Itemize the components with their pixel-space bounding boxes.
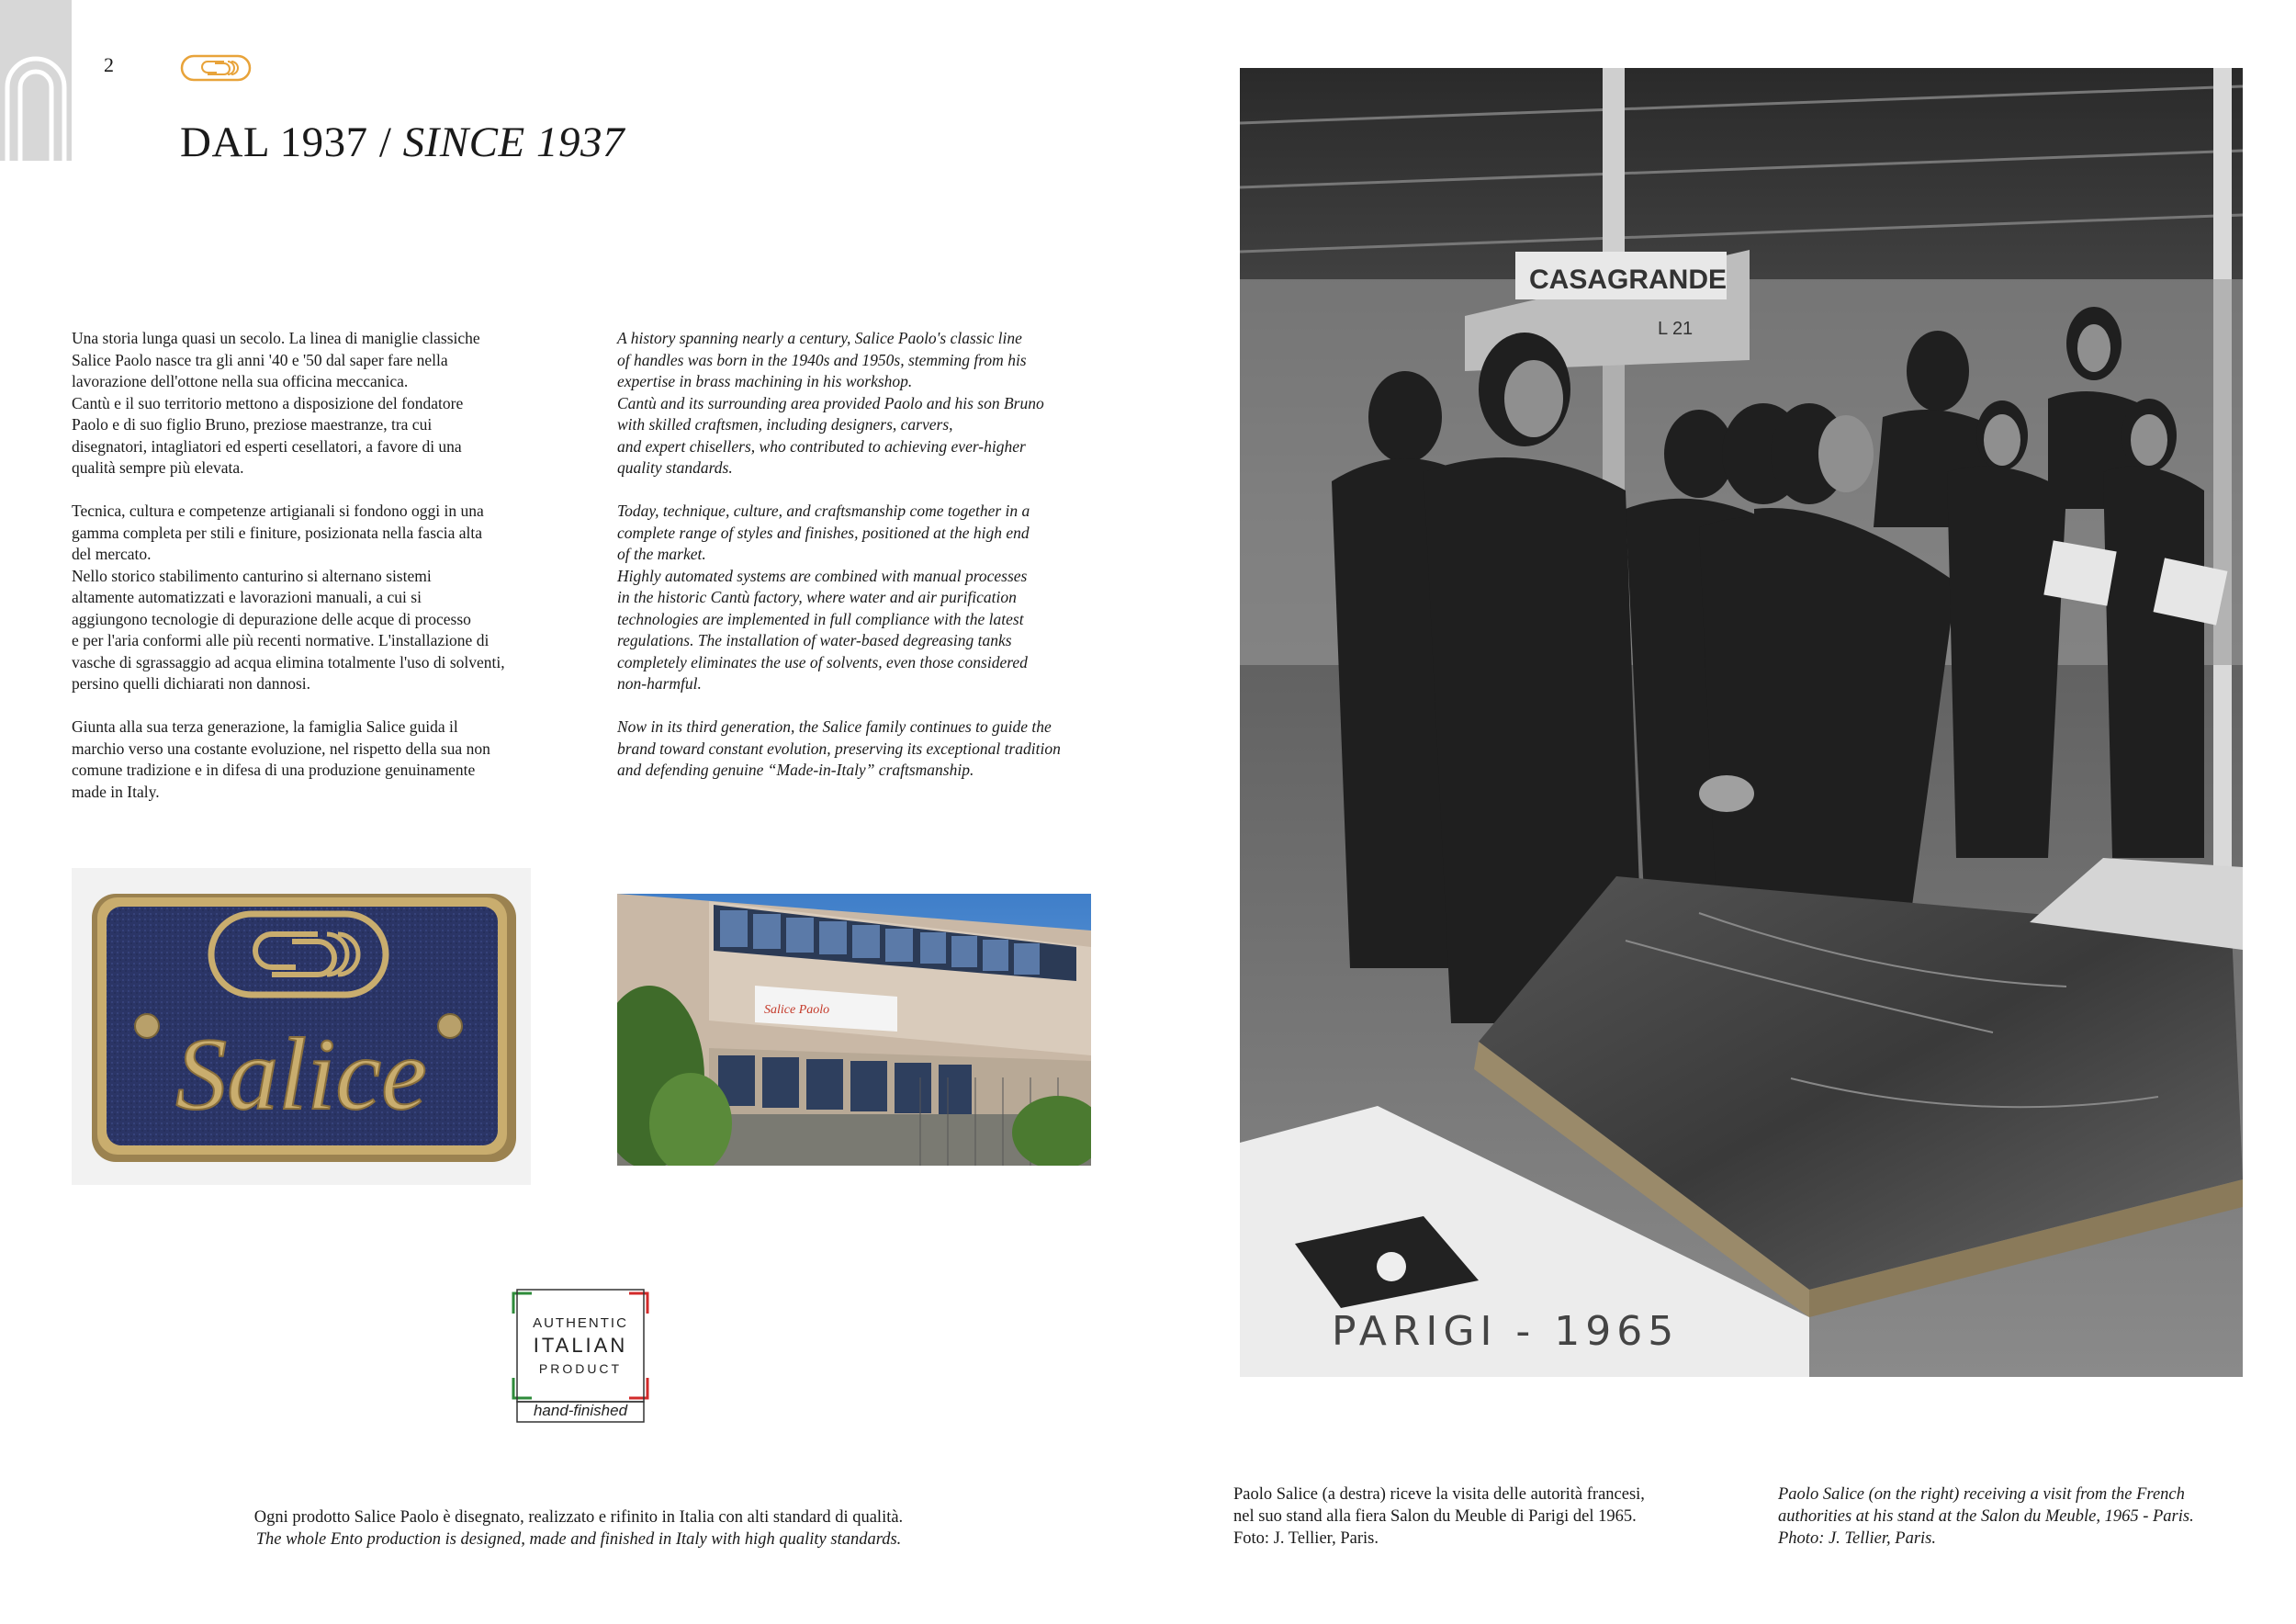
photo-caption-english: Paolo Salice (on the right) receiving a visit from the French authorities at his stand at the Salon du Meuble, 1965 - Paris. Photo: J. Tellier, Paris.: [1778, 1485, 2194, 1548]
building-sign-text: Salice Paolo: [764, 1003, 830, 1017]
intro-italian: [72, 328, 568, 825]
intro-it-paragraph: Una storia lunga quasi un secolo. La linea di maniglie classiche Salice Paolo nasce tra gli anni '40 e '50 dal saper fare nella lavorazione dell'ottone nella sua officina meccanica. Cantù e il suo territorio mettono a disposizione del fondatore Paolo e di suo figlio Bruno, preziose maestranze, tra cui disegnatori, intagliatori ed esperti cesellatori, a favore di una qualità sempre più elevata.: [72, 329, 480, 477]
stand-number-text: L 21: [1658, 319, 1694, 339]
intro-en-paragraph: A history spanning nearly a century, Salice Paolo's classic line of handles was born in the 1940s and 1950s, stemming from his expertise in brass machining in his workshop. Cantù and its surrounding area provided Paolo and his son Bruno with skilled craftsmen, including designers, carvers, and expert chisellers, who contributed to achieving ever-higher quality standards.: [617, 329, 1044, 477]
title-english: SINCE 1937: [402, 118, 625, 166]
paris-1965-photo: [1240, 68, 2243, 1377]
badge-italian: ITALIAN: [533, 1334, 628, 1357]
page-number: 2: [104, 53, 114, 76]
quality-caption: [165, 1506, 992, 1551]
plaque-text: Salice: [175, 1018, 427, 1132]
salice-plaque-image: [72, 868, 531, 1185]
corner-ornament: [0, 0, 72, 161]
intro-en-paragraph: Now in its third generation, the Salice family continues to guide the brand toward constant evolution, preserving its exceptional tradition and defending genuine “Made-in-Italy” craftsmanship.: [617, 717, 1061, 779]
arch-icon: [0, 0, 72, 161]
badge-product: PRODUCT: [538, 1361, 623, 1376]
salice-logo-icon: [180, 53, 252, 87]
quality-caption-english: The whole Ento production is designed, made and finished in Italy with high quality standards.: [255, 1530, 902, 1549]
authentic-italian-badge: [512, 1286, 649, 1424]
intro-en-paragraph: Today, technique, culture, and craftsmanship come together in a complete range of styles and finishes, positioned at the high end of the market. Highly automated systems are combined with manual processes in the historic Cantù factory, where water and air purification technologies are implemented in full compliance with the latest regulations. The installation of water-based degreasing tanks completely eliminates the use of solvents, even those considered non-harmful.: [617, 502, 1030, 693]
title-italian: DAL 1937 /: [180, 118, 403, 166]
stand-sign-text: CASAGRANDE: [1529, 265, 1728, 295]
intro-english: [617, 328, 1113, 803]
photo-caption-italian: Paolo Salice (a destra) riceve la visita delle autorità francesi, nel suo stand alla fiera Salon du Meuble di Parigi del 1965. Foto: J. Tellier, Paris.: [1233, 1485, 1645, 1548]
intro-it-paragraph: Giunta alla sua terza generazione, la famiglia Salice guida il marchio verso una costante evoluzione, nel rispetto della sua non comune tradizione e in difesa di una produzione genuinamente made in Italy.: [72, 717, 490, 801]
badge-authentic: AUTHENTIC: [533, 1315, 628, 1331]
factory-building-image: [617, 894, 1091, 1166]
handwritten-parigi-1965: PARIGI - 1965: [1332, 1308, 1680, 1355]
page-title: [180, 118, 625, 167]
badge-hand-finished: hand-finished: [533, 1402, 628, 1419]
quality-caption-italian: Ogni prodotto Salice Paolo è disegnato, realizzato e rifinito in Italia con alti standard di qualità.: [253, 1508, 904, 1527]
intro-it-paragraph: Tecnica, cultura e competenze artigianali si fondono oggi in una gamma completa per stili e finiture, posizionata nella fascia alta del mercato. Nello storico stabilimento canturino si alternano sistemi altamente automatizzati e lavorazioni manuali, a cui si aggiungono tecnologie di depurazione delle acque di processo e per l'aria conformi alle più recenti normative. L'installazione di vasche di sgrassaggio ad acqua elimina totalmente l'uso di solventi, persino quelli dichiarati non dannosi.: [72, 502, 505, 693]
